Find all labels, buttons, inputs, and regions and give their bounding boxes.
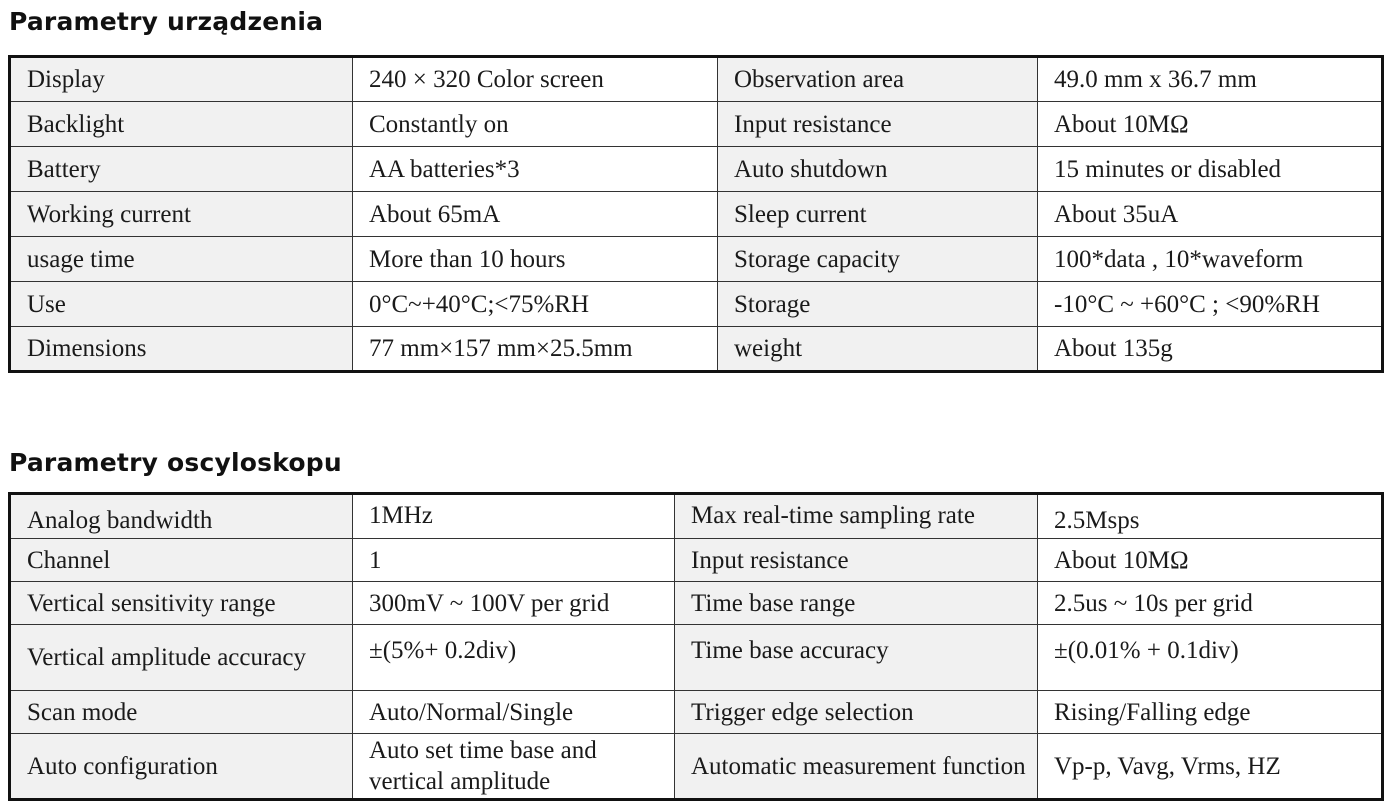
table-row <box>10 237 1383 282</box>
param-label: usage time <box>10 237 353 282</box>
param-label: Sleep current <box>718 192 1038 237</box>
param-value: 0°C~+40°C;<75%RH <box>353 282 718 327</box>
param-value: Vp-p, Vavg, Vrms, HZ <box>1038 734 1383 800</box>
param-label: Working current <box>10 192 353 237</box>
device-parameters-title: Parametry urządzenia <box>9 7 324 36</box>
param-value: More than 10 hours <box>353 237 718 282</box>
param-value: Constantly on <box>353 102 718 147</box>
table-row <box>10 327 1383 372</box>
param-value: 1 <box>353 539 675 582</box>
param-label: Vertical amplitude accuracy <box>10 625 353 691</box>
param-label: Vertical sensitivity range <box>10 582 353 625</box>
table-row <box>10 734 1383 800</box>
param-label: Time base range <box>675 582 1038 625</box>
table-row <box>10 147 1383 192</box>
param-value: AA batteries*3 <box>353 147 718 192</box>
table-row <box>10 539 1383 582</box>
table-row <box>10 582 1383 625</box>
param-label: Dimensions <box>10 327 353 372</box>
table-row <box>10 57 1383 102</box>
param-value: 1MHz <box>353 494 675 539</box>
oscilloscope-parameters-title: Parametry oscyloskopu <box>9 448 342 477</box>
table-row <box>10 625 1383 691</box>
device-parameters-table <box>8 55 1384 373</box>
param-label: Use <box>10 282 353 327</box>
param-label: Auto configuration <box>10 734 353 800</box>
param-value: Auto/Normal/Single <box>353 691 675 734</box>
param-label: Automatic measurement function <box>675 734 1038 800</box>
param-label: Max real-time sampling rate <box>675 494 1038 539</box>
table-row <box>10 282 1383 327</box>
param-value: About 35uA <box>1038 192 1383 237</box>
oscilloscope-parameters-table <box>8 492 1384 801</box>
param-value: About 65mA <box>353 192 718 237</box>
param-label: Storage <box>718 282 1038 327</box>
table-row <box>10 102 1383 147</box>
param-value: ±(5%+ 0.2div) <box>353 625 675 691</box>
param-value: -10°C ~ +60°C ; <90%RH <box>1038 282 1383 327</box>
param-label: Time base accuracy <box>675 625 1038 691</box>
param-label: Channel <box>10 539 353 582</box>
param-label: Auto shutdown <box>718 147 1038 192</box>
param-label: weight <box>718 327 1038 372</box>
param-value: 77 mm×157 mm×25.5mm <box>353 327 718 372</box>
table-row <box>10 494 1383 539</box>
table-row <box>10 691 1383 734</box>
param-label: Analog bandwidth <box>10 494 353 539</box>
param-label: Storage capacity <box>718 237 1038 282</box>
param-label: Scan mode <box>10 691 353 734</box>
param-value: 100*data , 10*waveform <box>1038 237 1383 282</box>
param-value: ±(0.01% + 0.1div) <box>1038 625 1383 691</box>
param-label: Backlight <box>10 102 353 147</box>
param-label: Input resistance <box>718 102 1038 147</box>
param-value: Auto set time base and vertical amplitude <box>353 734 675 800</box>
param-value: 2.5us ~ 10s per grid <box>1038 582 1383 625</box>
param-label: Battery <box>10 147 353 192</box>
param-value: 2.5Msps <box>1038 494 1383 539</box>
table-row <box>10 192 1383 237</box>
param-label: Observation area <box>718 57 1038 102</box>
param-label: Display <box>10 57 353 102</box>
param-value: Rising/Falling edge <box>1038 691 1383 734</box>
param-value: 240 × 320 Color screen <box>353 57 718 102</box>
param-value: 15 minutes or disabled <box>1038 147 1383 192</box>
param-value: 300mV ~ 100V per grid <box>353 582 675 625</box>
param-label: Input resistance <box>675 539 1038 582</box>
param-value: 49.0 mm x 36.7 mm <box>1038 57 1383 102</box>
param-value: About 10MΩ <box>1038 102 1383 147</box>
param-label: Trigger edge selection <box>675 691 1038 734</box>
param-value: About 10MΩ <box>1038 539 1383 582</box>
param-value: About 135g <box>1038 327 1383 372</box>
